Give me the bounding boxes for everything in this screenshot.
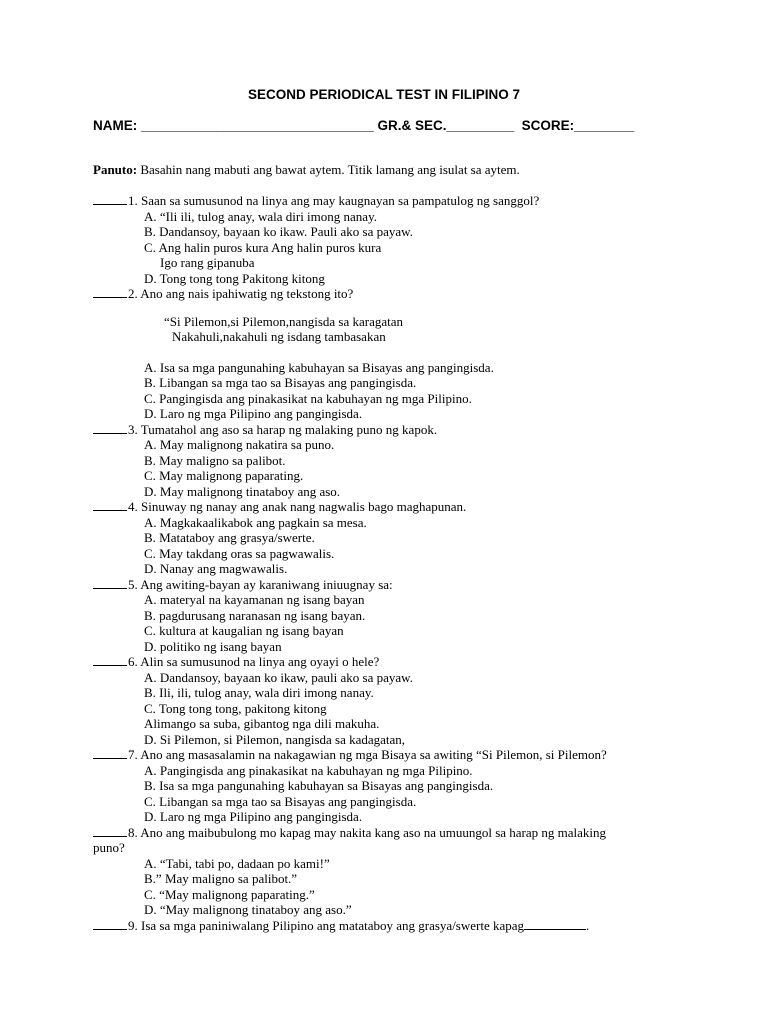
instructions-label: Panuto: [93, 162, 138, 177]
question-text: Isa sa mga paniniwalang Pilipino ang matataboy ang grasya/swerte kapag [141, 917, 525, 933]
answer-blank [93, 193, 127, 205]
instructions-text: Basahin nang mabuti ang bawat aytem. Titik lamang ang isulat sa aytem. [137, 162, 520, 177]
question-text: Ano ang masasalamin na nakagawian ng mga Bisaya sa awiting “Si Pilemon, si Pilemon? [140, 747, 607, 762]
option: B. May maligno sa palibot. [144, 452, 286, 468]
option: A. “Tabi, tabi po, dadaan po kami!” [144, 855, 330, 871]
question-9 [93, 918, 693, 934]
answer-blank [93, 918, 127, 930]
name-grade-score-row: NAME: _______________________________ GR.& SEC._________ SCORE:________ [93, 118, 635, 133]
answer-blank [93, 577, 127, 589]
option: A. materyal na kayamanan ng isang bayan [144, 592, 365, 607]
option: D. May malignong tinataboy ang aso. [144, 483, 341, 499]
test-body [93, 162, 693, 933]
question-number: 1. [128, 193, 138, 208]
option: B. Matataboy ang grasya/swerte. [144, 530, 315, 545]
answer-blank [93, 654, 127, 666]
option: B. Ili, ili, tulog anay, wala diri imong nanay. [144, 685, 374, 700]
option: A. Dandansoy, bayaan ko ikaw, pauli ako sa payaw. [144, 669, 413, 685]
question-text: Alin sa sumusunod na linya ang oyayi o hele? [140, 654, 380, 669]
option: C. kultura at kaugalian ng isang bayan [144, 623, 344, 638]
option: C. May malignong paparating. [144, 468, 304, 483]
test-title: SECOND PERIODICAL TEST IN FILIPINO 7 [247, 87, 521, 102]
question-text: Ang awiting-bayan ay karaniwang iniuugnay sa: [140, 576, 393, 592]
option: B. pagdurusang naranasan ng isang bayan. [144, 607, 366, 623]
answer-blank [93, 422, 127, 434]
question-text-end: . [586, 917, 590, 933]
option: D. “May malignong tinataboy ang aso.” [144, 902, 352, 917]
answer-blank [93, 747, 127, 759]
question-6 [93, 654, 693, 670]
question-number: 6. [128, 654, 138, 669]
answer-blank [93, 499, 127, 511]
quote-line: Nakahuli,nakahuli ng isdang tambasakan [172, 329, 386, 344]
option: A. “Ili ili, tulog anay, wala diri imong nanay. [144, 208, 377, 224]
answer-blank [93, 286, 127, 298]
instructions [93, 162, 693, 178]
option-continuation: Alimango sa suba, gibantog nga dili makuha. [144, 716, 380, 731]
question-4 [93, 499, 693, 515]
option: C. Tong tong tong, pakitong kitong [144, 700, 327, 716]
question-text: Ano ang nais ipahiwatig ng tekstong ito? [140, 286, 354, 301]
option: D. politiko ng isang bayan [144, 638, 282, 654]
option: D. Laro ng mga Pilipino ang pangingisda. [144, 809, 363, 824]
option: B.” May maligno sa palibot.” [144, 871, 298, 886]
option: A. Isa sa mga pangunahing kabuhayan sa Bisayas ang pangingisda. [144, 359, 494, 375]
option: B. Dandansoy, bayaan ko ikaw. Pauli ako sa payaw. [144, 224, 413, 239]
option: A. Magkakaalikabok ang pagkain sa mesa. [144, 514, 367, 530]
option: C. “May malignong paparating.” [144, 886, 315, 902]
question-number: 3. [128, 421, 138, 437]
question-1 [93, 193, 693, 209]
option: C. Pangingisda ang pinakasikat na kabuhayan ng mga Pilipino. [144, 390, 472, 406]
question-number: 7. [128, 747, 138, 762]
option: D. Si Pilemon, si Pilemon, nangisda sa kadagatan, [144, 731, 406, 747]
question-number: 4. [128, 499, 138, 514]
question-8 [93, 825, 693, 841]
fill-in-blank [524, 918, 586, 930]
question-text: Sinuway ng nanay ang anak nang nagwalis bago maghapunan. [141, 499, 467, 514]
question-2 [93, 286, 693, 302]
quoted-text [93, 314, 693, 345]
option-continuation: Igo rang gipanuba [160, 255, 255, 270]
question-text: Tumatahol ang aso sa harap ng malaking puno ng kapok. [140, 421, 438, 437]
option: D. Laro ng mga Pilipino ang pangingisda. [144, 406, 363, 421]
question-text-wrap: puno? [93, 840, 125, 855]
option: C. May takdang oras sa pagwawalis. [144, 545, 335, 561]
question-text: Ano ang maibubulong mo kapag may nakita kang aso na umuungol sa harap ng malaking [140, 824, 607, 840]
question-number: 8. [128, 824, 138, 840]
question-7 [93, 747, 693, 763]
option: A. May malignong nakatira sa puno. [144, 437, 335, 452]
option: A. Pangingisda ang pinakasikat na kabuhayan ng mga Pilipino. [144, 762, 473, 778]
option: D. Tong tong tong Pakitong kitong [144, 270, 325, 286]
option: B. Libangan sa mga tao sa Bisayas ang pangingisda. [144, 375, 417, 390]
question-text: Saan sa sumusunod na linya ang may kaugnayan sa pampatulog ng sanggol? [141, 193, 540, 208]
answer-blank [93, 825, 127, 837]
question-number: 9. [128, 917, 138, 933]
option: D. Nanay ang magwawalis. [144, 561, 288, 576]
quote-line: “Si Pilemon,si Pilemon,nangisda sa karagatan [164, 313, 404, 329]
option: C. Libangan sa mga tao sa Bisayas ang pangingisda. [144, 793, 417, 809]
option: B. Isa sa mga pangunahing kabuhayan sa Bisayas ang pangingisda. [144, 778, 494, 793]
option: C. Ang halin puros kura Ang halin puros kura [144, 239, 382, 255]
question-number: 2. [128, 286, 138, 301]
question-5 [93, 577, 693, 593]
question-3 [93, 422, 693, 438]
question-number: 5. [128, 576, 138, 592]
